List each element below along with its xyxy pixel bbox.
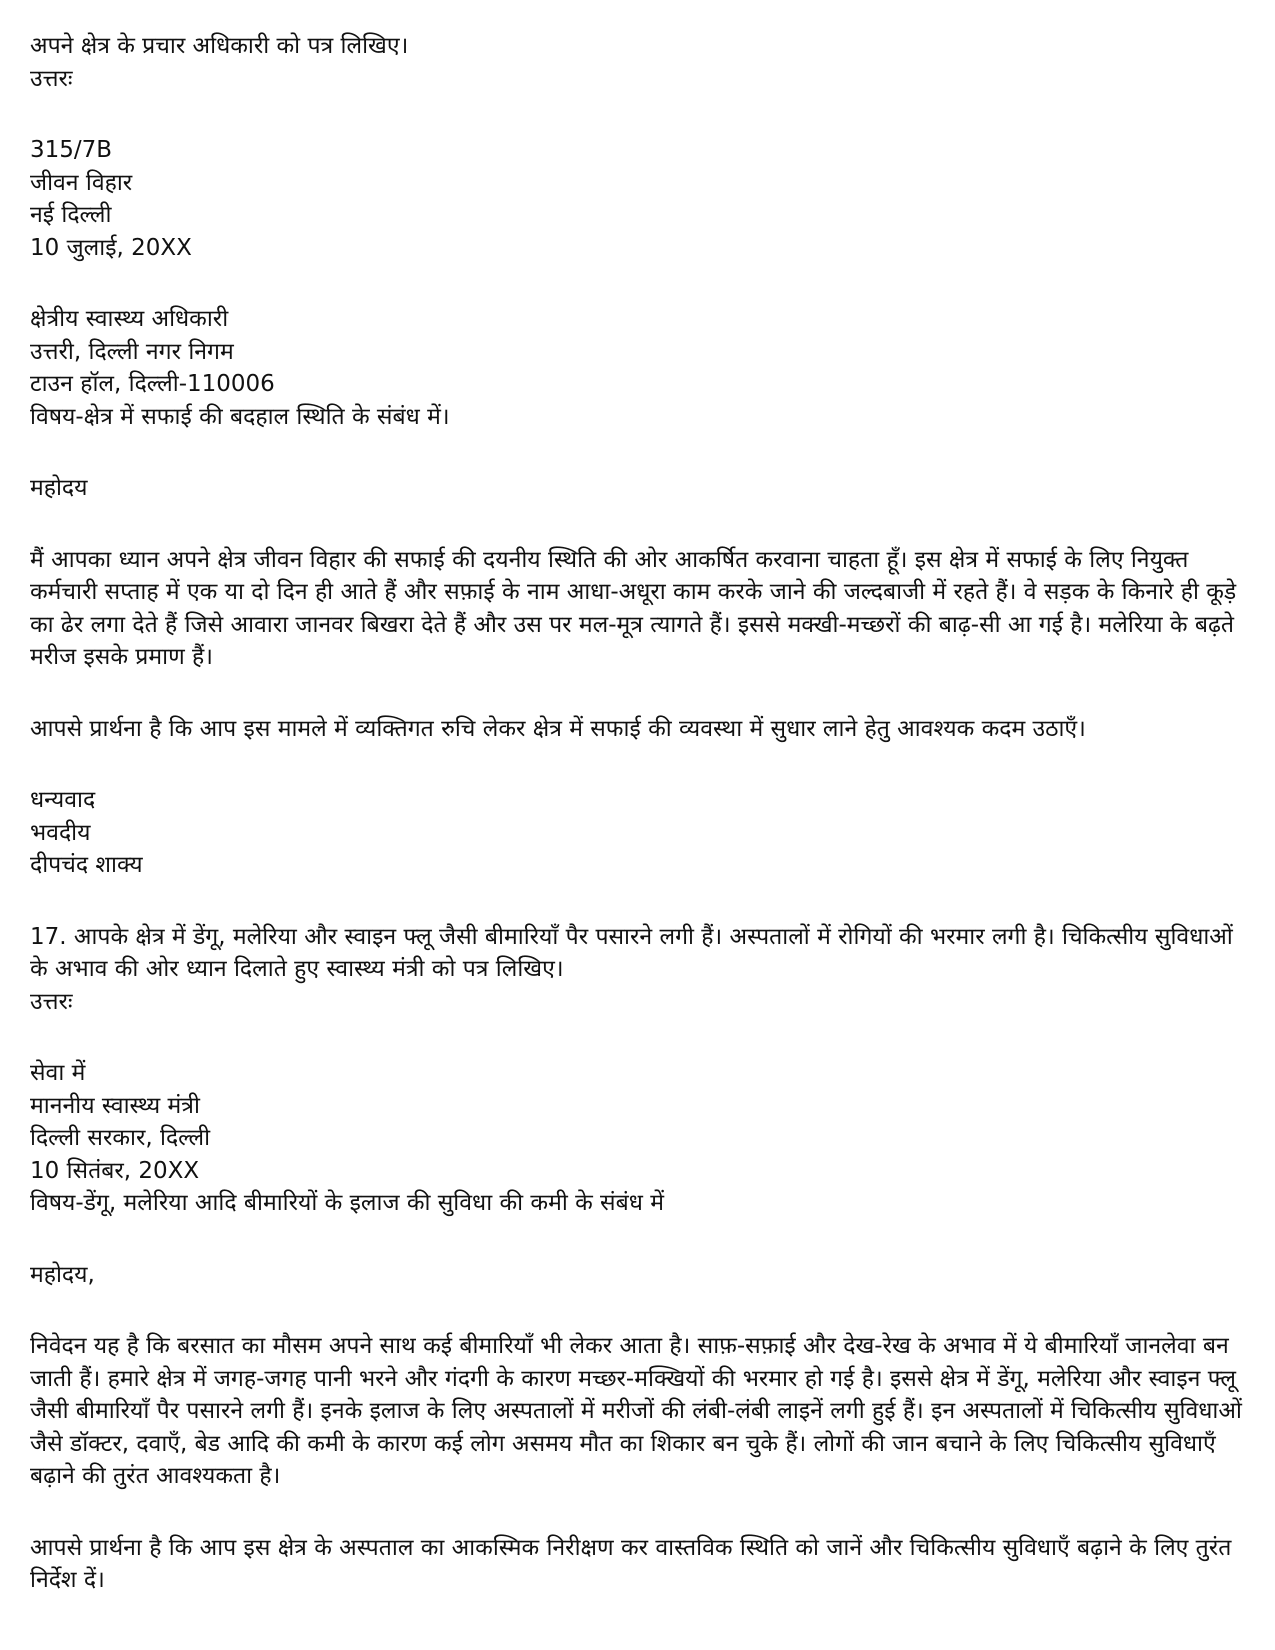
closing-line: धन्यवाद <box>30 787 96 813</box>
recipient-line: माननीय स्वास्थ्य मंत्री <box>30 1092 200 1119</box>
recipient-line: उत्तरी, दिल्ली नगर निगम <box>30 338 234 365</box>
spacer <box>30 1291 1255 1330</box>
recipient-line: सेवा में <box>30 1060 86 1086</box>
sender-address-line: जीवन विहार <box>30 169 133 196</box>
spacer <box>30 433 1255 472</box>
question-1: अपने क्षेत्र के प्रचार अधिकारी को पत्र लिखिए। <box>30 33 409 59</box>
spacer <box>30 745 1255 784</box>
document-page <box>30 30 1255 1597</box>
spacer <box>30 1220 1255 1259</box>
recipient-line: दिल्ली सरकार, दिल्ली <box>30 1125 211 1151</box>
body-paragraph-1b: आपसे प्रार्थना है कि आप इस मामले में व्यक्तिगत रुचि लेकर क्षेत्र में सफाई की व्यवस्था में सुधार लाने हेतु आवश्यक कदम उठाएँ। <box>30 715 1086 742</box>
letter-date-1: 10 जुलाई, 20XX <box>30 234 192 261</box>
question-17: 17. आपके क्षेत्र में डेंगू, मलेरिया और स्वाइन फ्लू जैसी बीमारियाँ पैर पसारने लगी हैं। अस्पतालों में रोगियों की भरमार लगी है। चिकित्सीय सुविधाओं के अभाव की ओर ध्यान दिलाते हुए स्वास्थ्य मंत्री को पत्र लिखिए। <box>30 923 1233 982</box>
body-paragraph-2a: निवेदन यह है कि बरसात का मौसम अपने साथ कई बीमारियाँ भी लेकर आता है। साफ़-सफ़ाई और देख-रेख के अभाव में ये बीमारियाँ जानलेवा बन जाती हैं। हमारे क्षेत्र में जगह-जगह पानी भरने और गंदगी के कारण मच्छर-मक्खियों की भरमार हो गई है। इससे क्षेत्र में डेंगू, मलेरिया और स्वाइन फ्लू जैसी बीमारियाँ पैर पसारने लगी हैं। इनके इलाज के लिए अस्पतालों में मरीजों की लंबी-लंबी लाइनें लगी हुई हैं। इन अस्पतालों में चिकित्सीय सुविधाओं जैसे डॉक्टर, दवाएँ, बेड आदि की कमी के कारण कई लोग असमय मौत का शिकार बन चुके हैं। लोगों की जान बचाने के लिए चिकित्सीय सुविधाएँ बढ़ाने की तुरंत आवश्यकता है। <box>30 1333 1242 1489</box>
answer-label-1: उत्तरः <box>30 65 73 92</box>
spacer <box>30 95 1255 134</box>
letter-date-2: 10 सितंबर, 20XX <box>30 1157 200 1184</box>
sender-address-line: नई दिल्ली <box>30 202 112 228</box>
recipient-line: टाउन हॉल, दिल्ली-110006 <box>30 371 275 397</box>
answer-label-2: उत्तरः <box>30 988 73 1015</box>
closing-line: भवदीय <box>30 819 91 846</box>
body-paragraph-2b: आपसे प्रार्थना है कि आप इस क्षेत्र के अस्पताल का आकस्मिक निरीक्षण कर वास्तविक स्थिति को जानें और चिकित्सीय सुविधाएँ बढ़ाने के लिए तुरंत निर्देश दें। <box>30 1534 1232 1593</box>
sender-address-line: 315/7B <box>30 137 113 163</box>
spacer <box>30 674 1255 713</box>
recipient-line: क्षेत्रीय स्वास्थ्य अधिकारी <box>30 306 229 332</box>
salutation-2: महोदय, <box>30 1261 95 1288</box>
spacer <box>30 1018 1255 1057</box>
spacer <box>30 505 1255 544</box>
signature-name: दीपचंद शाक्य <box>30 852 143 878</box>
salutation-1: महोदय <box>30 475 88 501</box>
subject-2: विषय-डेंगू, मलेरिया आदि बीमारियों के इलाज की सुविधा की कमी के संबंध में <box>30 1190 664 1216</box>
spacer <box>30 1493 1255 1532</box>
spacer <box>30 882 1255 921</box>
subject-1: विषय-क्षेत्र में सफाई की बदहाल स्थिति के संबंध में। <box>30 403 450 430</box>
body-paragraph-1a: मैं आपका ध्यान अपने क्षेत्र जीवन विहार की सफाई की दयनीय स्थिति की ओर आकर्षित करवाना चाहता हूँ। इस क्षेत्र में सफाई के लिए नियुक्त कर्मचारी सप्ताह में एक या दो दिन ही आते हैं और सफ़ाई के नाम आधा-अधूरा काम करके जाने की जल्दबाजी में रहते हैं। वे सड़क के किनारे ही कूड़े का ढेर लगा देते हैं जिसे आवारा जानवर बिखरा देते हैं और उस पर मल-मूत्र त्यागते हैं। इससे मक्खी-मच्छरों की बाढ़-सी आ गई है। मलेरिया के बढ़ते मरीज इसके प्रमाण हैं। <box>30 546 1237 670</box>
spacer <box>30 264 1255 303</box>
